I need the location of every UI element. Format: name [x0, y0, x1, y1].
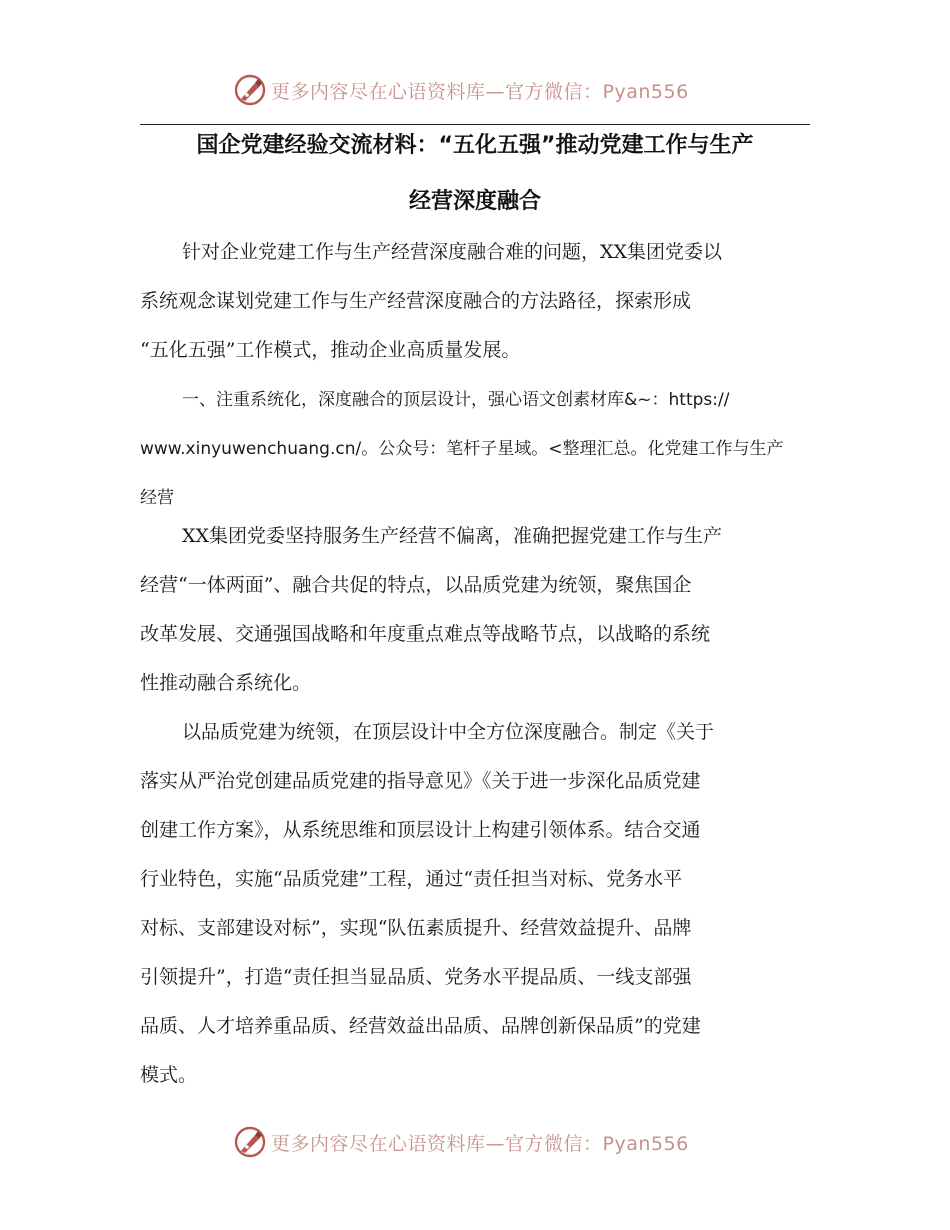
paragraph-line: 针对企业党建工作与生产经营深度融合难的问题，XX集团党委以	[182, 241, 723, 263]
paragraph-line: 性推动融合系统化。	[140, 672, 312, 694]
footer-banner	[0, 1120, 950, 1164]
paragraph-line: 行业特色，实施“品质党建”工程，通过“责任担当对标、党务水平	[140, 868, 683, 890]
header-banner	[0, 68, 950, 112]
paragraph-line: “五化五强”工作模式，推动企业高质量发展。	[140, 339, 521, 361]
paragraph-line: 对标、支部建设对标”，实现“队伍素质提升、经营效益提升、品牌	[140, 917, 692, 939]
header-rule	[140, 124, 810, 125]
fountain-pen-logo-icon	[233, 1125, 267, 1159]
paragraph-line: 创建工作方案》，从系统思维和顶层设计上构建引领体系。结合交通	[140, 819, 701, 841]
paragraph-line: 系统观念谋划党建工作与生产经营深度融合的方法路径，探索形成	[140, 290, 692, 312]
banner-text: 更多内容尽在心语资料库—官方微信：Pyan556	[271, 80, 689, 103]
banner-content	[233, 1120, 689, 1164]
paragraph-line: 经营	[140, 488, 174, 508]
paragraph-line: 经营“一体两面”、融合共促的特点，以品质党建为统领，聚焦国企	[140, 574, 692, 596]
paragraph-intro	[140, 228, 810, 375]
paragraph-line: 改革发展、交通强国战略和年度重点难点等战略节点，以战略的系统	[140, 623, 711, 645]
fountain-pen-logo-icon	[233, 73, 267, 107]
paragraph-line: XX集团党委坚持服务生产经营不偏离，准确把握党建工作与生产	[182, 525, 723, 547]
section-heading-1	[140, 376, 810, 523]
banner-content	[233, 68, 689, 112]
paragraph-line: 品质、人才培养重品质、经营效益出品质、品牌创新保品质”的党建	[140, 1015, 701, 1037]
paragraph-line: 落实从严治党创建品质党建的指导意见》《关于进一步深化品质党建	[140, 770, 701, 792]
paragraph-line: 模式。	[140, 1064, 198, 1086]
paragraph-quality-party-building	[140, 708, 810, 1100]
banner-text: 更多内容尽在心语资料库—官方微信：Pyan556	[271, 1132, 689, 1155]
paragraph-line: 一、注重系统化，深度融合的顶层设计，强心语文创素材库&~：https://	[182, 390, 730, 410]
paragraph-line: 引领提升”，打造“责任担当显品质、党务水平提品质、一线支部强	[140, 966, 692, 988]
document-title-line-2: 经营深度融合	[408, 189, 541, 214]
paragraph-line: www.xinyuwenchuang.cn/。公众号：笔杆子星域。<整理汇总。化党建工作与生产	[140, 439, 784, 459]
document-title-line-1: 国企党建经验交流材料：“五化五强”推动党建工作与生产	[196, 133, 754, 158]
paragraph-strategy	[140, 512, 810, 708]
paragraph-line: 以品质党建为统领，在顶层设计中全方位深度融合。制定《关于	[182, 721, 715, 743]
